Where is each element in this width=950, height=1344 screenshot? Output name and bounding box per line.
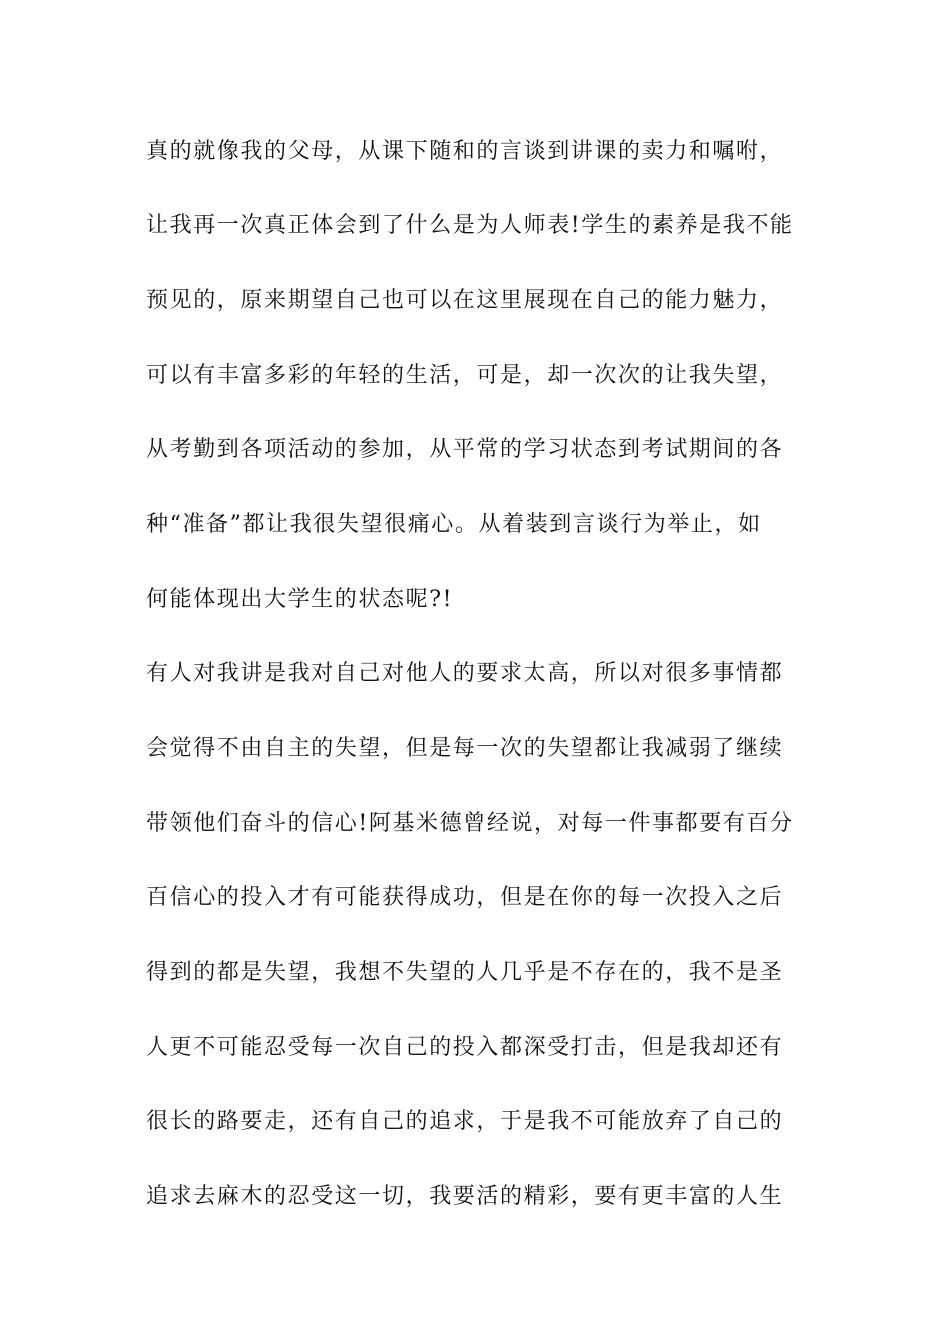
text-line: 很长的路要走，还有自己的追求，于是我不可能放弃了自己的 [146,1109,784,1134]
text-line: 得到的都是失望，我想不失望的人几乎是不存在的，我不是圣 [146,960,784,985]
text-line: 会觉得不由自主的失望，但是每一次的失望都让我减弱了继续 [146,736,784,761]
text-line: 可以有丰富多彩的年轻的生活，可是，却一次次的让我失望， [146,363,784,388]
text-line: 何能体现出大学生的状态呢?! [146,587,454,612]
text-line: 从考勤到各项活动的参加，从平常的学习状态到考试期间的各 [146,437,784,462]
text-line: 让我再一次真正体会到了什么是为人师表!学生的素养是我不能 [146,213,794,238]
text-line: 预见的，原来期望自己也可以在这里展现在自己的能力魅力， [146,288,784,313]
text-line: 真的就像我的父母，从课下随和的言谈到讲课的卖力和嘱咐， [146,139,784,164]
text-line: 有人对我讲是我对自己对他人的要求太高，所以对很多事情都 [146,661,784,686]
text-line: 人更不可能忍受每一次自己的投入都深受打击，但是我却还有 [146,1035,784,1060]
text-line: 带领他们奋斗的信心!阿基米德曾经说，对每一件事都要有百分 [146,811,794,836]
text-line: 百信心的投入才有可能获得成功，但是在你的每一次投入之后 [146,885,784,910]
text-line: 追求去麻木的忍受这一切，我要活的精彩，要有更丰富的人生 [146,1184,784,1209]
text-line: 种“准备”都让我很失望很痛心。从着装到言谈行为举止，如 [146,512,762,537]
